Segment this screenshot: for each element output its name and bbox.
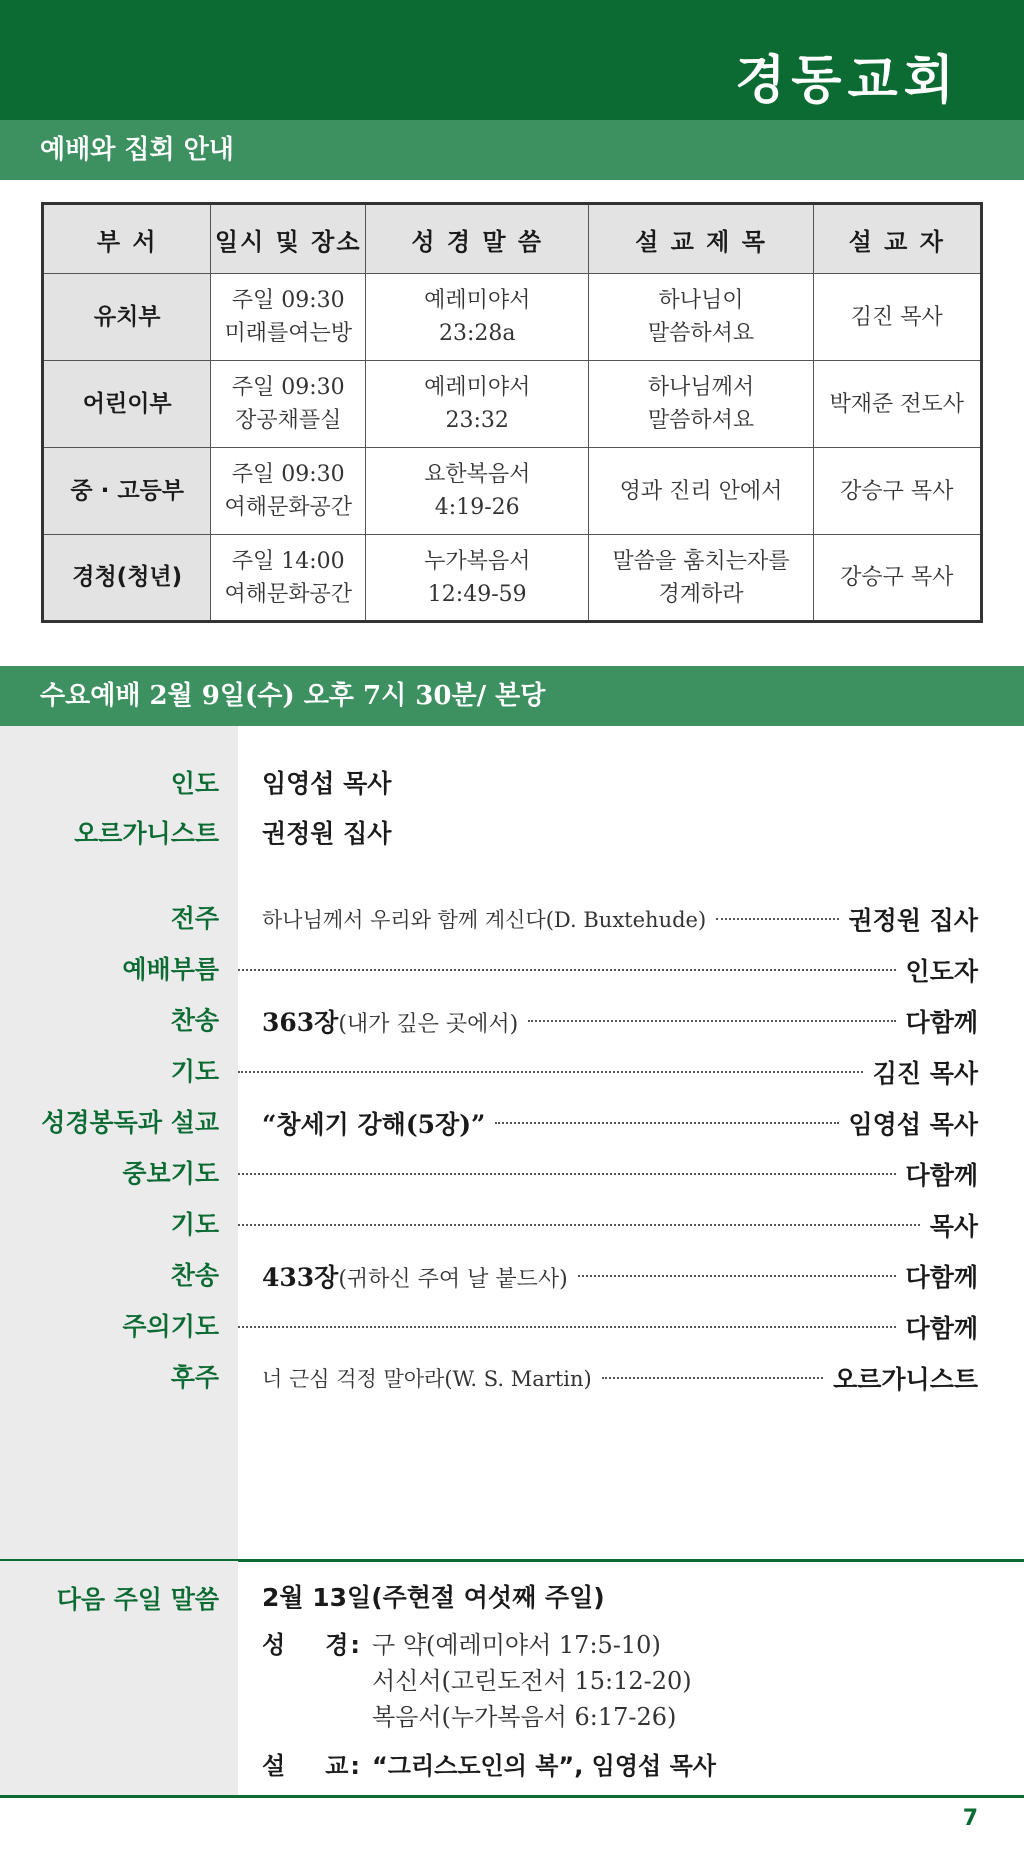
organist-value: 권정원 집사 (262, 819, 392, 848)
order-item (0, 897, 1024, 941)
order-leader: 다함께 (905, 1008, 978, 1037)
time-cell: 주일 09:30 장공채플실 (211, 361, 366, 448)
order-label: 주의기도 (122, 1312, 219, 1341)
sermon-key: 설 교: (262, 1752, 362, 1780)
hymn-title: (내가 깊은 곳에서) (338, 1012, 519, 1037)
next-sunday-label: 다음 주일 말씀 (56, 1585, 219, 1614)
order-leader: 임영섭 목사 (848, 1110, 978, 1139)
sermon-title-cell: 하나님께서 말씀하셔요 (589, 361, 813, 448)
scripture-cell: 예레미야서 23:28a (366, 274, 589, 361)
dot-leader (528, 1020, 895, 1022)
scripture-cell: 예레미야서 23:32 (366, 361, 589, 448)
order-item (0, 999, 1024, 1043)
dot-leader (578, 1275, 896, 1277)
order-item (0, 1356, 1024, 1400)
preacher-cell: 강승구 목사 (813, 448, 981, 535)
order-leader: 목사 (929, 1212, 978, 1241)
dot-leader (238, 969, 896, 971)
dot-leader (716, 918, 838, 920)
order-content: 너 근심 걱정 말아라(W. S. Martin) (262, 1367, 592, 1391)
scripture-line (372, 1661, 692, 1696)
order-item (0, 1050, 1024, 1094)
leader-row (0, 764, 1024, 804)
dot-leader (238, 1071, 863, 1073)
order-leader: 다함께 (905, 1263, 978, 1292)
order-label: 기도 (170, 1210, 219, 1239)
dept-cell: 유치부 (43, 274, 211, 361)
scripture-key: 성 경: (262, 1631, 362, 1659)
sermon-title-cell: 하나님이 말씀하셔요 (589, 274, 813, 361)
order-label: 예배부름 (122, 955, 219, 984)
order-leader: 권정원 집사 (848, 906, 978, 935)
sermon-title-cell: 영과 진리 안에서 (589, 448, 813, 535)
order-label: 성경봉독과 설교 (41, 1108, 219, 1137)
divider (0, 1795, 1024, 1798)
table-row (43, 448, 982, 535)
order-content: 하나님께서 우리와 함께 계신다(D. Buxtehude) (262, 908, 707, 932)
table-row (43, 361, 982, 448)
scripture-epistle: 서신서(고린도전서 15:12-20) (372, 1667, 692, 1695)
order-leader: 다함께 (905, 1314, 978, 1343)
order-label: 중보기도 (122, 1159, 219, 1188)
order-label: 찬송 (170, 1006, 219, 1035)
time-cell: 주일 14:00 여해문화공간 (211, 535, 366, 622)
column-header: 일시 및 장소 (211, 204, 366, 274)
preacher-cell: 강승구 목사 (813, 535, 981, 622)
leader-value: 임영섭 목사 (262, 769, 392, 798)
scripture-cell: 누가복음서 12:49-59 (366, 535, 589, 622)
table-row (43, 535, 982, 622)
dot-leader (495, 1122, 838, 1124)
sermon-line (262, 1746, 716, 1781)
dept-cell: 어린이부 (43, 361, 211, 448)
section-title-worship-guide: 예배와 집회 안내 (0, 120, 1024, 180)
preacher-cell: 박재준 전도사 (813, 361, 981, 448)
section-title-wednesday-service: 수요예배 2월 9일(수) 오후 7시 30분/ 본당 (0, 666, 1024, 726)
header-band (0, 0, 1024, 120)
column-header: 설 교 자 (813, 204, 981, 274)
column-header: 부 서 (43, 204, 211, 274)
column-header: 성 경 말 씀 (366, 204, 589, 274)
hymn-number: 363장 (262, 1008, 339, 1037)
hymn-number: 433장 (262, 1263, 339, 1292)
order-item (0, 1305, 1024, 1349)
order-leader: 오르가니스트 (833, 1365, 978, 1394)
order-leader: 김진 목사 (872, 1059, 978, 1088)
dept-cell: 경청(청년) (43, 535, 211, 622)
organist-label: 오르가니스트 (74, 819, 219, 848)
next-sunday-date: 2월 13일(주현절 여섯째 주일) (262, 1583, 605, 1612)
order-label: 후주 (170, 1363, 219, 1392)
scripture-gospel: 복음서(누가복음서 6:17-26) (372, 1703, 677, 1731)
order-content (238, 1258, 568, 1294)
table-row (43, 274, 982, 361)
page-number: 7 (962, 1806, 978, 1831)
order-item (0, 948, 1024, 992)
scripture-line (262, 1625, 661, 1660)
hymn-title: (귀하신 주여 날 붙드사) (338, 1267, 568, 1292)
sermon-title-cell: 말씀을 훔치는자를 경계하라 (589, 535, 813, 622)
schedule-table (41, 202, 983, 623)
preacher-cell: 김진 목사 (813, 274, 981, 361)
table-header-row (43, 204, 982, 274)
time-cell: 주일 09:30 미래를여는방 (211, 274, 366, 361)
order-item (0, 1203, 1024, 1247)
dot-leader (238, 1326, 896, 1328)
dept-cell: 중 · 고등부 (43, 448, 211, 535)
scripture-old-testament: 구 약(예레미야서 17:5-10) (372, 1631, 661, 1659)
order-item (0, 1254, 1024, 1298)
column-header: 설 교 제 목 (589, 204, 813, 274)
scripture-cell: 요한복음서 4:19-26 (366, 448, 589, 535)
time-cell: 주일 09:30 여해문화공간 (211, 448, 366, 535)
order-content (238, 1003, 518, 1039)
organist-row (0, 814, 1024, 854)
church-name: 경동교회 (735, 50, 960, 111)
order-leader: 인도자 (905, 957, 978, 986)
sermon-title: “그리스도인의 복”, 임영섭 목사 (372, 1752, 716, 1780)
order-leader: 다함께 (905, 1161, 978, 1190)
dot-leader (238, 1173, 896, 1175)
order-item (0, 1101, 1024, 1145)
dot-leader (602, 1377, 823, 1379)
scripture-line (372, 1697, 676, 1732)
order-label: 찬송 (170, 1261, 219, 1290)
order-label: 전주 (170, 904, 219, 933)
dot-leader (238, 1224, 920, 1226)
order-content: “창세기 강해(5장)” (262, 1110, 486, 1139)
order-label: 기도 (170, 1057, 219, 1086)
order-item (0, 1152, 1024, 1196)
leader-label: 인도 (170, 769, 219, 798)
